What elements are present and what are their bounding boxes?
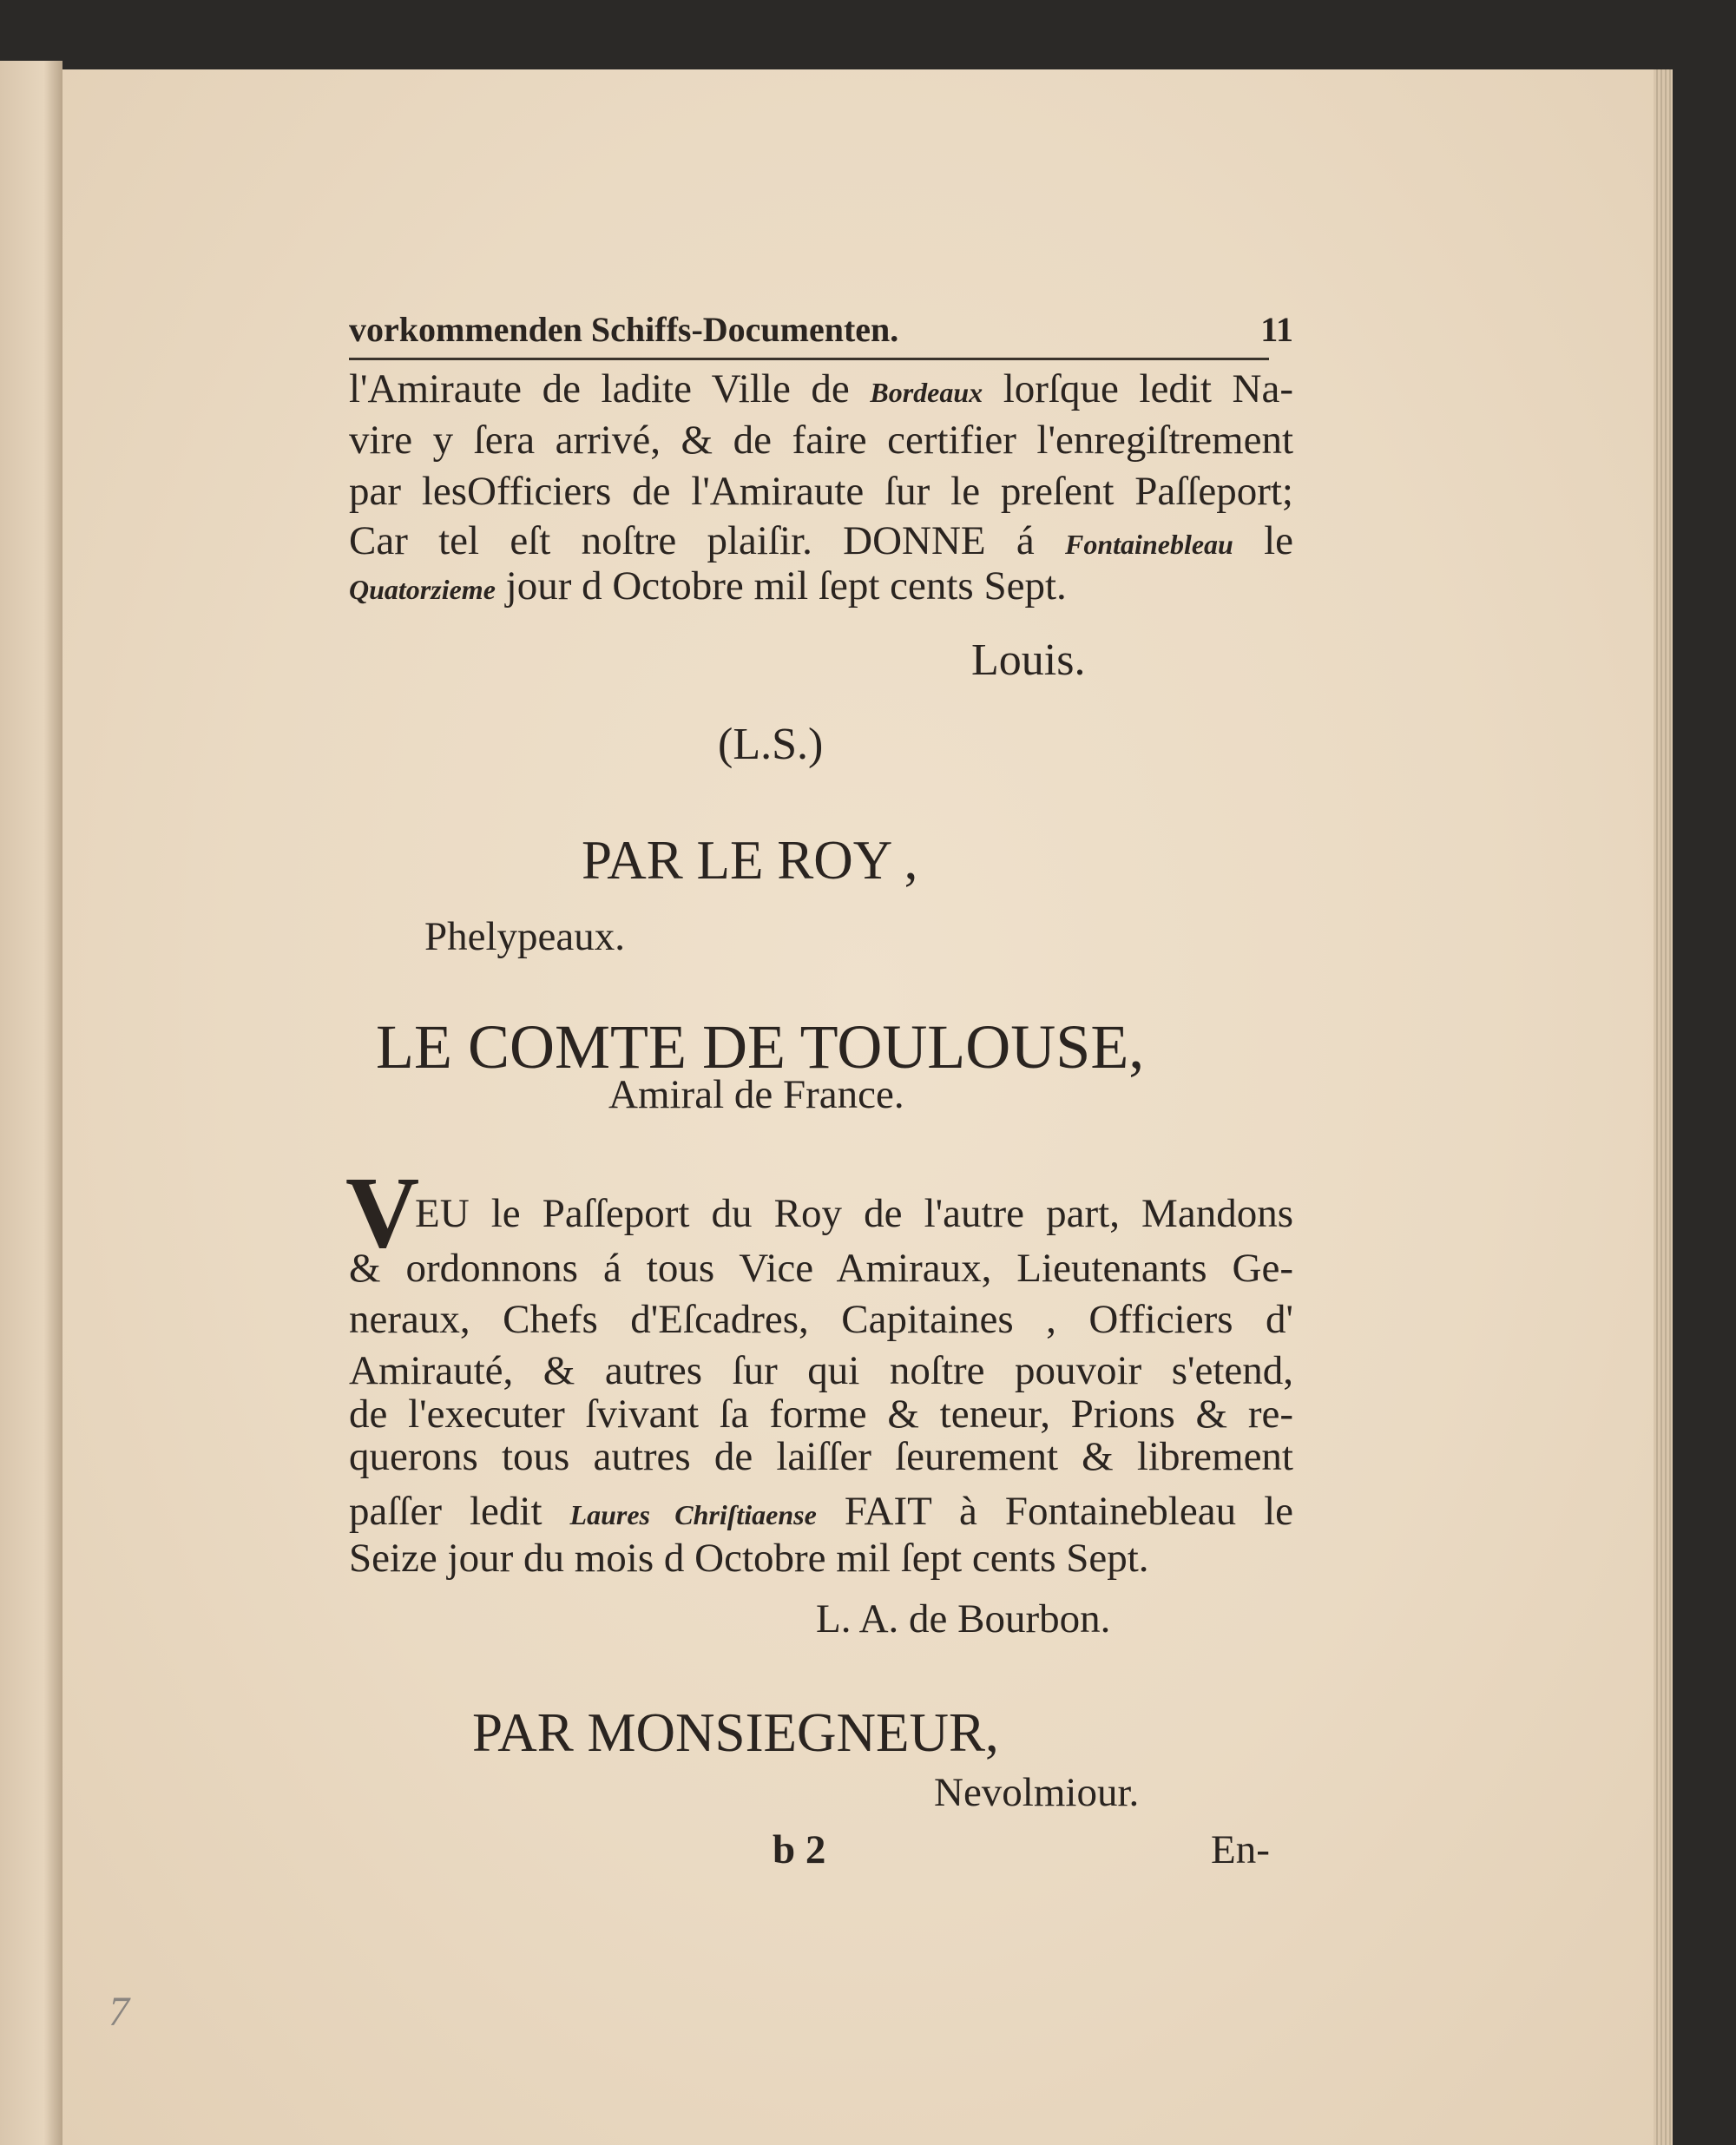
text-line: & ordonnons á tous Vice Amiraux, Lieutenants Ge- bbox=[349, 1246, 1293, 1291]
catchword: En- bbox=[1211, 1827, 1270, 1872]
countersignature-phelypeaux: Phelypeaux. bbox=[424, 914, 626, 959]
subtitle-amiral: Amiral de France. bbox=[608, 1072, 904, 1117]
text-line: paſſer ledit Laures Chriſtiaense FAIT à Fontainebleau le bbox=[349, 1489, 1294, 1534]
facing-page-edge bbox=[0, 61, 62, 2145]
text-line: neraux, Chefs d'Eſcadres, Capitaines , Officiers d' bbox=[349, 1297, 1293, 1342]
text-line: Amirauté, & autres ſur qui noſtre pouvoir s'etend, bbox=[349, 1348, 1293, 1393]
text-line: par lesOfficiers de l'Amiraute ſur le preſent Paſſeport; bbox=[349, 469, 1293, 514]
text-line: vire y ſera arrivé, & de faire certifier l'enregiſtrement bbox=[349, 418, 1293, 463]
text-line: l'Amiraute de ladite Ville de Bordeaux lorſque ledit Na- bbox=[349, 366, 1293, 411]
heading-par-monsiegneur: PAR MONSIEGNEUR, bbox=[472, 1702, 999, 1763]
header-rule bbox=[349, 358, 1269, 360]
heading-comte-de-toulouse: LE COMTE DE TOULOUSE, bbox=[376, 1012, 1145, 1082]
running-title: vorkommenden Schiffs-Documenten. bbox=[349, 310, 899, 349]
text-line: Seize jour du mois d Octobre mil ſept cents Sept. bbox=[349, 1536, 1149, 1581]
page-stack-edge bbox=[1654, 69, 1673, 2145]
signature-bourbon: L. A. de Bourbon. bbox=[816, 1596, 1111, 1642]
text-line: querons tous autres de laiſſer ſeurement & librement bbox=[349, 1434, 1293, 1479]
page-number: 11 bbox=[1260, 310, 1293, 349]
text-line: Car tel eſt noſtre plaiſir. DONNE á Fontainebleau le bbox=[349, 518, 1294, 563]
signature-louis: Louis. bbox=[971, 635, 1086, 685]
heading-par-le-roy: PAR LE ROY , bbox=[582, 830, 918, 891]
text-line: Quatorzieme jour d Octobre mil ſept cents Sept. bbox=[349, 563, 1067, 609]
drop-cap: V bbox=[345, 1155, 420, 1269]
pencil-note: 7 bbox=[108, 1989, 129, 2035]
text-line: de l'executer ſvivant ſa forme & teneur, Prions & re- bbox=[349, 1392, 1293, 1437]
seal-mark: (L.S.) bbox=[718, 720, 824, 769]
signature-mark: b 2 bbox=[773, 1827, 826, 1872]
running-header bbox=[349, 310, 1293, 349]
text-line: EU le Paſſeport du Roy de l'autre part, Mandons bbox=[415, 1191, 1293, 1236]
countersignature-nevolmiour: Nevolmiour. bbox=[934, 1770, 1140, 1815]
